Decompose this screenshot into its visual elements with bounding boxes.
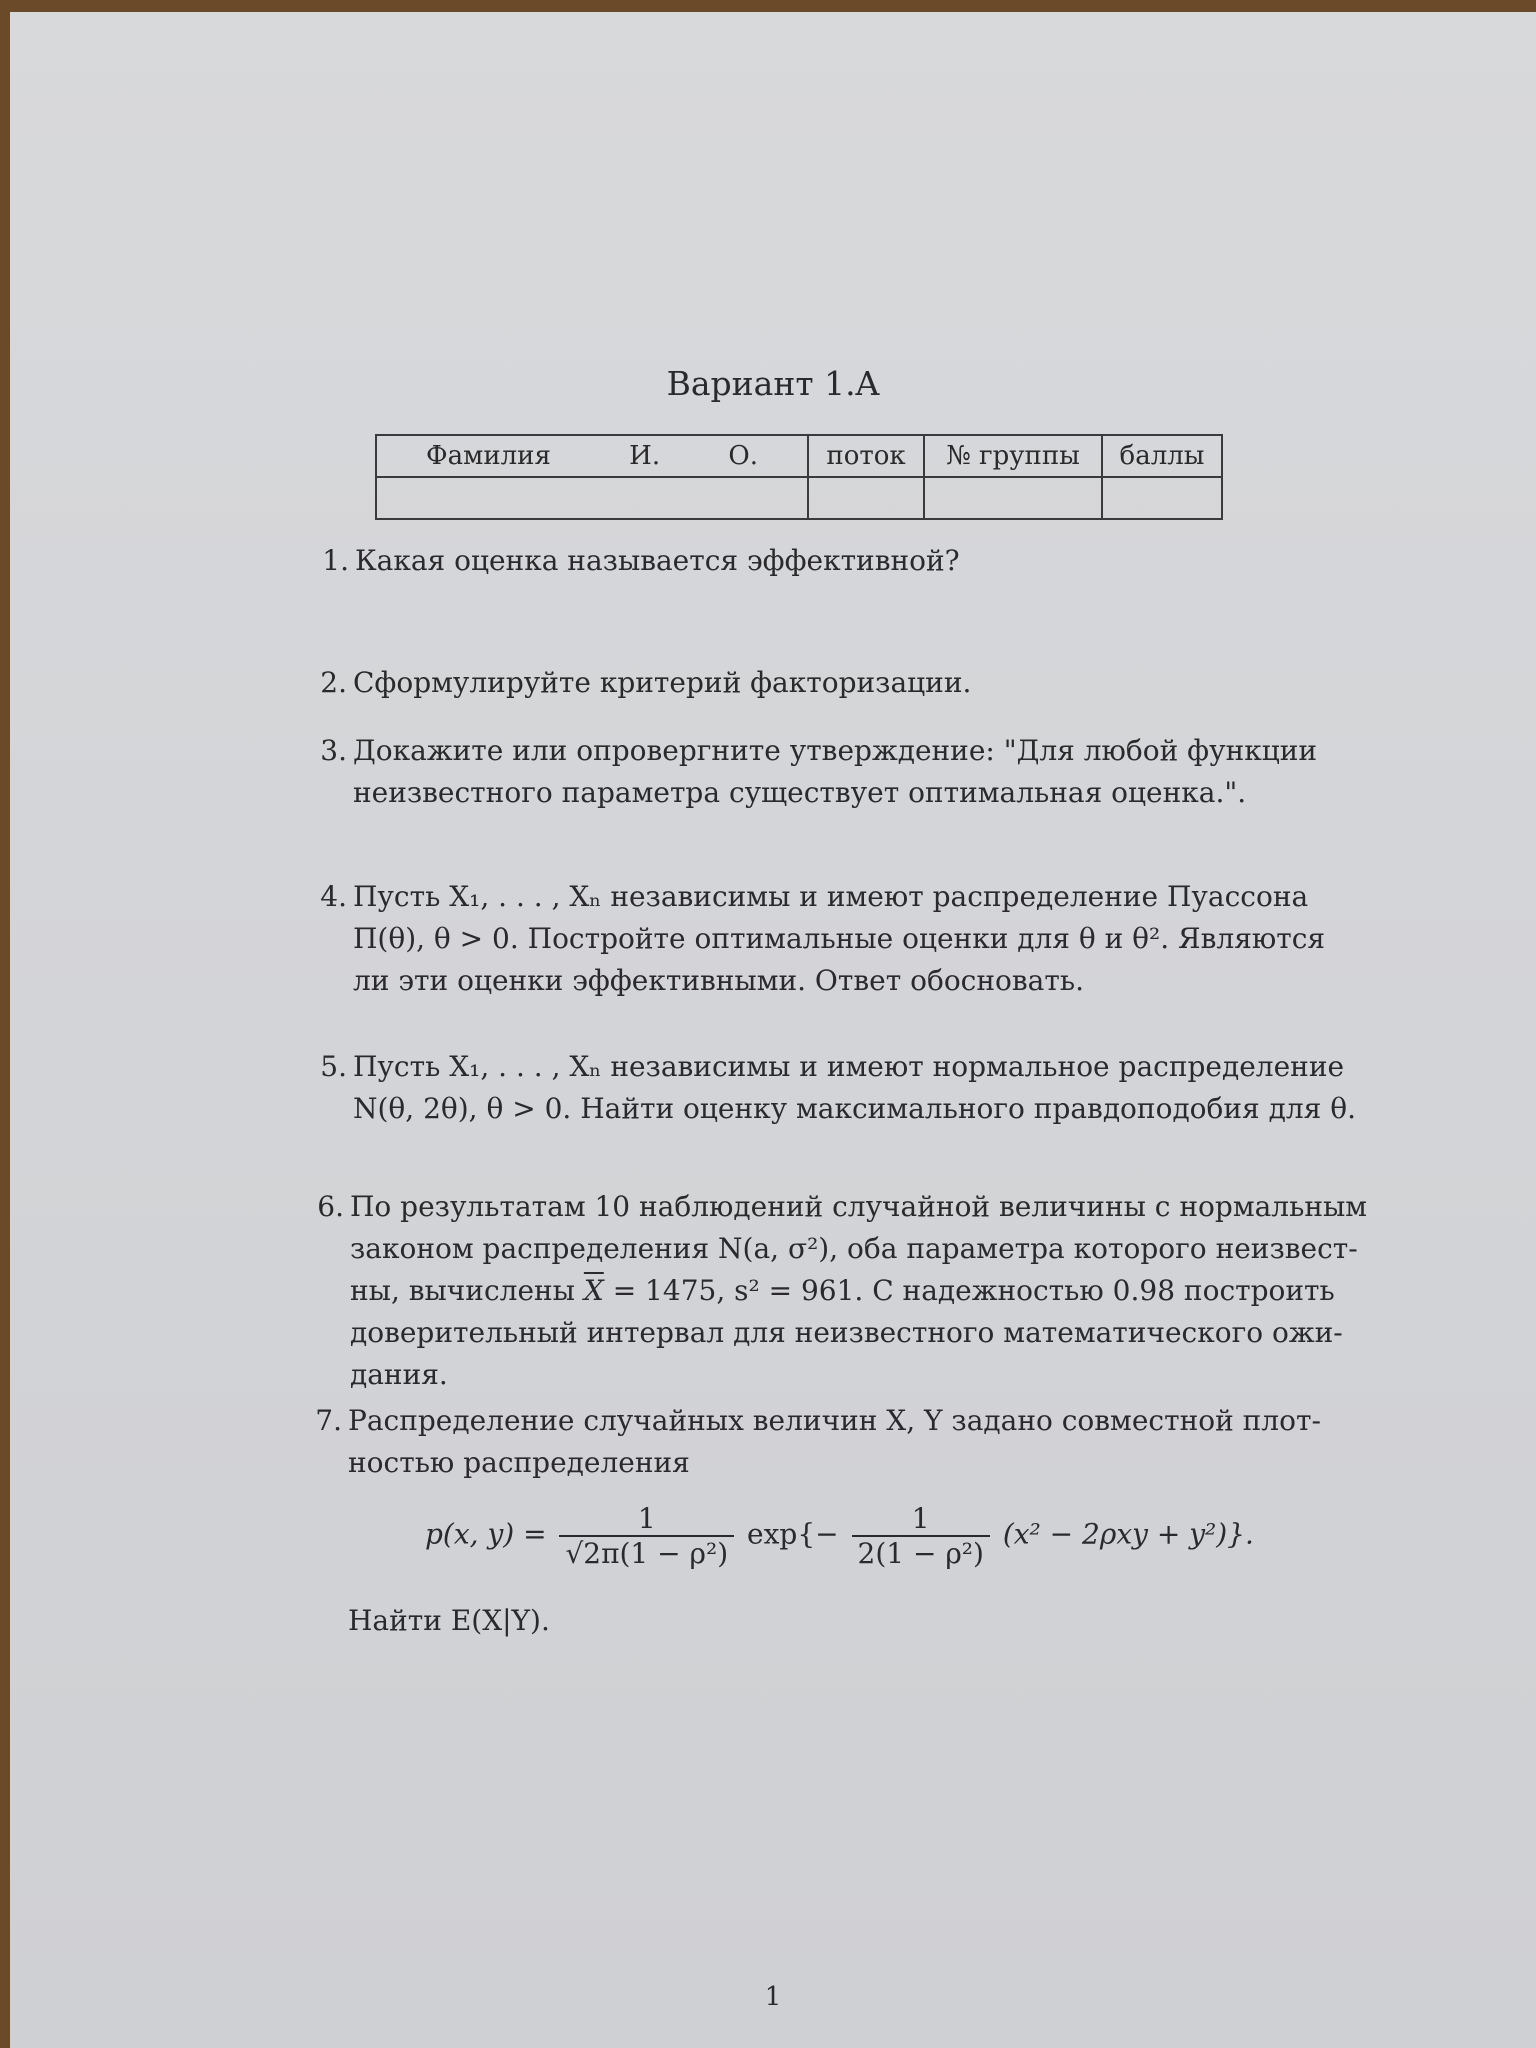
group-field[interactable] [924, 477, 1102, 519]
question-6-line: законом распределения N(a, σ²), оба параметра которого неизвест- [350, 1232, 1358, 1265]
group-header: № группы [924, 435, 1102, 477]
table-header-row [376, 435, 1222, 477]
question-2-text: Сформулируйте критерий факторизации. [353, 666, 972, 699]
question-4-line: ли эти оценки эффективными. Ответ обосновать. [353, 964, 1084, 997]
formula-exp: exp{− [747, 1517, 839, 1551]
score-field[interactable] [1102, 477, 1222, 519]
question-6-line: дания. [350, 1358, 448, 1391]
stream-field[interactable] [808, 477, 924, 519]
surname-header: Фамилия [426, 441, 551, 471]
question-6-line: ны, вычислены $\overline{X} = 1475$, s² = 961. С надежностью 0.98 построить [350, 1274, 1335, 1307]
question-3: 3. Докажите или опровергните утверждение: "Для любой функции неизвестного параметра существует оптимальная оценка.". [353, 730, 1317, 814]
first-initial-header: И. [629, 441, 661, 471]
name-header-cell [376, 435, 808, 477]
question-5-line: N(θ, 2θ), θ > 0. Найти оценку максимального правдоподобия для θ. [353, 1092, 1356, 1125]
question-4: 4. Пусть X₁, . . . , Xₙ независимы и имеют распределение Пуассона Π(θ), θ > 0. Постройте оптимальные оценки для θ и θ². Являются ли эти оценки эффективными. Ответ обосновать. [353, 876, 1325, 1002]
question-1: 1. Какая оценка называется эффективной? [322, 544, 960, 577]
sample-mean-symbol: $\overline{X}$ [583, 1274, 604, 1307]
student-info-table [375, 434, 1223, 520]
page-number: 1 [764, 1982, 782, 2012]
joint-density-formula [425, 1502, 1254, 1570]
exam-sheet [10, 12, 1536, 2048]
question-6-line: доверительный интервал для неизвестного математического ожи- [350, 1316, 1343, 1349]
question-7-line: Распределение случайных величин X, Y задано совместной плот- [348, 1404, 1321, 1437]
question-3-line: неизвестного параметра существует оптимальная оценка.". [353, 776, 1247, 809]
name-field[interactable] [376, 477, 808, 519]
question-5-line: Пусть X₁, . . . , Xₙ независимы и имеют нормальное распределение [353, 1050, 1345, 1083]
question-4-line: Π(θ), θ > 0. Постройте оптимальные оценки для θ и θ². Являются [353, 922, 1326, 955]
variant-title: Вариант 1.A [666, 364, 880, 403]
second-fraction: $\frac{1}{\text{2(1 − ρ²)}}$ [852, 1502, 990, 1570]
question-5: 5. Пусть X₁, . . . , Xₙ независимы и имеют нормальное распределение N(θ, 2θ), θ > 0. Найти оценку максимального правдоподобия для θ. [353, 1046, 1356, 1130]
question-6: 6. По результатам 10 наблюдений случайной величины с нормальным законом распределения N(a, σ²), оба параметра которого неизвест- ны, вычислены $\overline{X} = 1475$, s² = 961. С надежностью 0.98 построить доверительный интервал для неизвестного математического ожи- дания. [350, 1186, 1367, 1396]
score-header: баллы [1102, 435, 1222, 477]
question-2: 2. Сформулируйте критерий факторизации. [320, 666, 972, 699]
first-fraction: $\frac{1}{\text{√2π(1 − ρ²)}}$ [559, 1502, 734, 1570]
stream-header: поток [808, 435, 924, 477]
question-7: 7. Распределение случайных величин X, Y задано совместной плот- ностью распределения [348, 1400, 1321, 1484]
question-6-line: По результатам 10 наблюдений случайной величины с нормальным [350, 1190, 1368, 1223]
question-3-line: Докажите или опровергните утверждение: "Для любой функции [353, 734, 1318, 767]
question-7-task: Найти E(X|Y). [348, 1604, 550, 1637]
question-7-line: ностью распределения [348, 1446, 690, 1479]
patronymic-initial-header: О. [728, 441, 758, 471]
question-1-text: Какая оценка называется эффективной? [355, 544, 960, 577]
formula-tail: (x² − 2ρxy + y²)}. [1002, 1517, 1254, 1551]
question-4-line: Пусть X₁, . . . , Xₙ независимы и имеют распределение Пуассона [353, 880, 1309, 913]
formula-lhs: p(x, y) = [425, 1517, 547, 1551]
table-input-row [376, 477, 1222, 519]
